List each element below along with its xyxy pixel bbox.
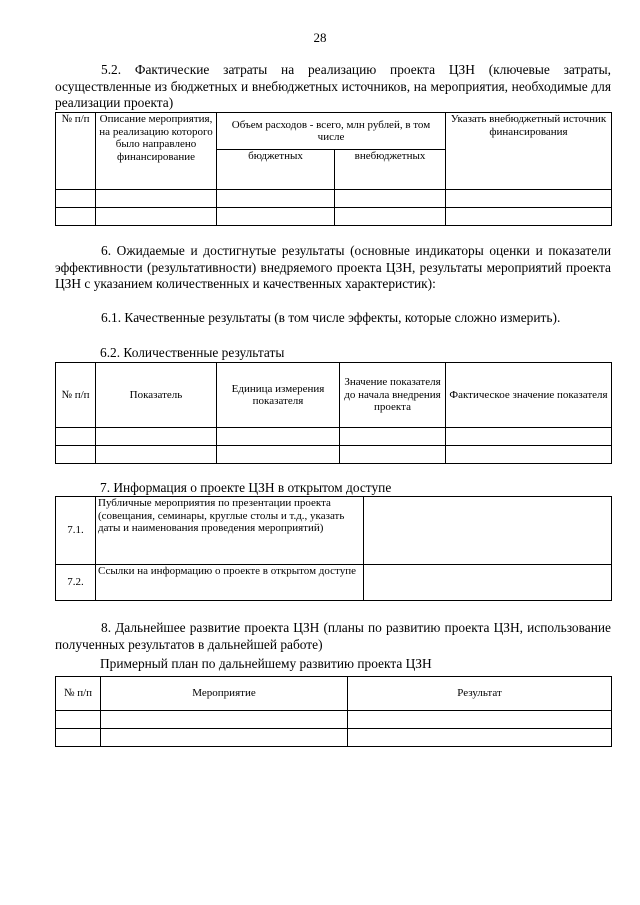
open-access-row-text: Публичные мероприятия по презентации проекта (совещания, семинары, круглые столы и т.д., указать даты и наименования проведения мероприятий) <box>96 497 364 565</box>
open-access-row-num: 7.1. <box>56 497 96 565</box>
results-header-unit: Единица измерения показателя <box>217 363 340 428</box>
results-header-actual: Фактическое значение показателя <box>446 363 612 428</box>
results-header-num: № п/п <box>56 363 96 428</box>
costs-header-volume: Объем расходов - всего, млн рублей, в том числе <box>217 113 446 150</box>
plan-header-result: Результат <box>348 677 612 711</box>
open-access-table <box>55 496 612 601</box>
page-number: 28 <box>313 30 327 45</box>
costs-header-source: Указать внебюджетный источник финансирования <box>446 113 612 190</box>
table-row <box>56 446 612 464</box>
table-row <box>56 711 612 729</box>
development-plan-table <box>55 676 612 747</box>
results-header-before: Значение показателя до начала внедрения проекта <box>340 363 446 428</box>
costs-header-description: Описание мероприятия, на реализацию которого было направлено финансирование <box>96 113 217 190</box>
table-row <box>56 497 612 565</box>
results-header-indicator: Показатель <box>96 363 217 428</box>
table-row <box>56 208 612 226</box>
costs-table <box>55 112 612 226</box>
plan-header-num: № п/п <box>56 677 101 711</box>
section-5-2-text: 5.2. Фактические затраты на реализацию проекта ЦЗН (ключевые затраты, осуществленные из бюджетных и внебюджетных источников, на мероприятия, необходимые для реализации проекта) <box>55 62 611 110</box>
section-7-title: 7. Информация о проекте ЦЗН в открытом доступе <box>100 480 392 495</box>
table-row <box>56 729 612 747</box>
costs-header-num: № п/п <box>56 113 96 190</box>
section-6-2-title: 6.2. Количественные результаты <box>100 345 285 360</box>
table-row <box>56 565 612 601</box>
table-row <box>56 428 612 446</box>
section-6-1-text: 6.1. Качественные результаты (в том числе эффекты, которые сложно измерить). <box>101 310 561 325</box>
section-8-text: 8. Дальнейшее развитие проекта ЦЗН (планы по развитию проекта ЦЗН, использование полученных результатов в дальнейшей работе) <box>55 620 611 652</box>
table-row <box>56 190 612 208</box>
section-8-subtitle: Примерный план по дальнейшему развитию проекта ЦЗН <box>100 656 432 671</box>
section-6-text: 6. Ожидаемые и достигнутые результаты (основные индикаторы оценки и показатели эффективности (результативности) внедряемого проекта ЦЗН, результаты мероприятий проекта ЦЗН с указанием количественных и качественных характеристик): <box>55 243 611 291</box>
quantitative-results-table <box>55 362 612 464</box>
plan-header-event: Мероприятие <box>101 677 348 711</box>
costs-header-nonbudget: внебюджетных <box>335 150 446 190</box>
open-access-row-num: 7.2. <box>56 565 96 601</box>
costs-header-budget: бюджетных <box>217 150 335 190</box>
open-access-row-text: Ссылки на информацию о проекте в открытом доступе <box>96 565 364 601</box>
